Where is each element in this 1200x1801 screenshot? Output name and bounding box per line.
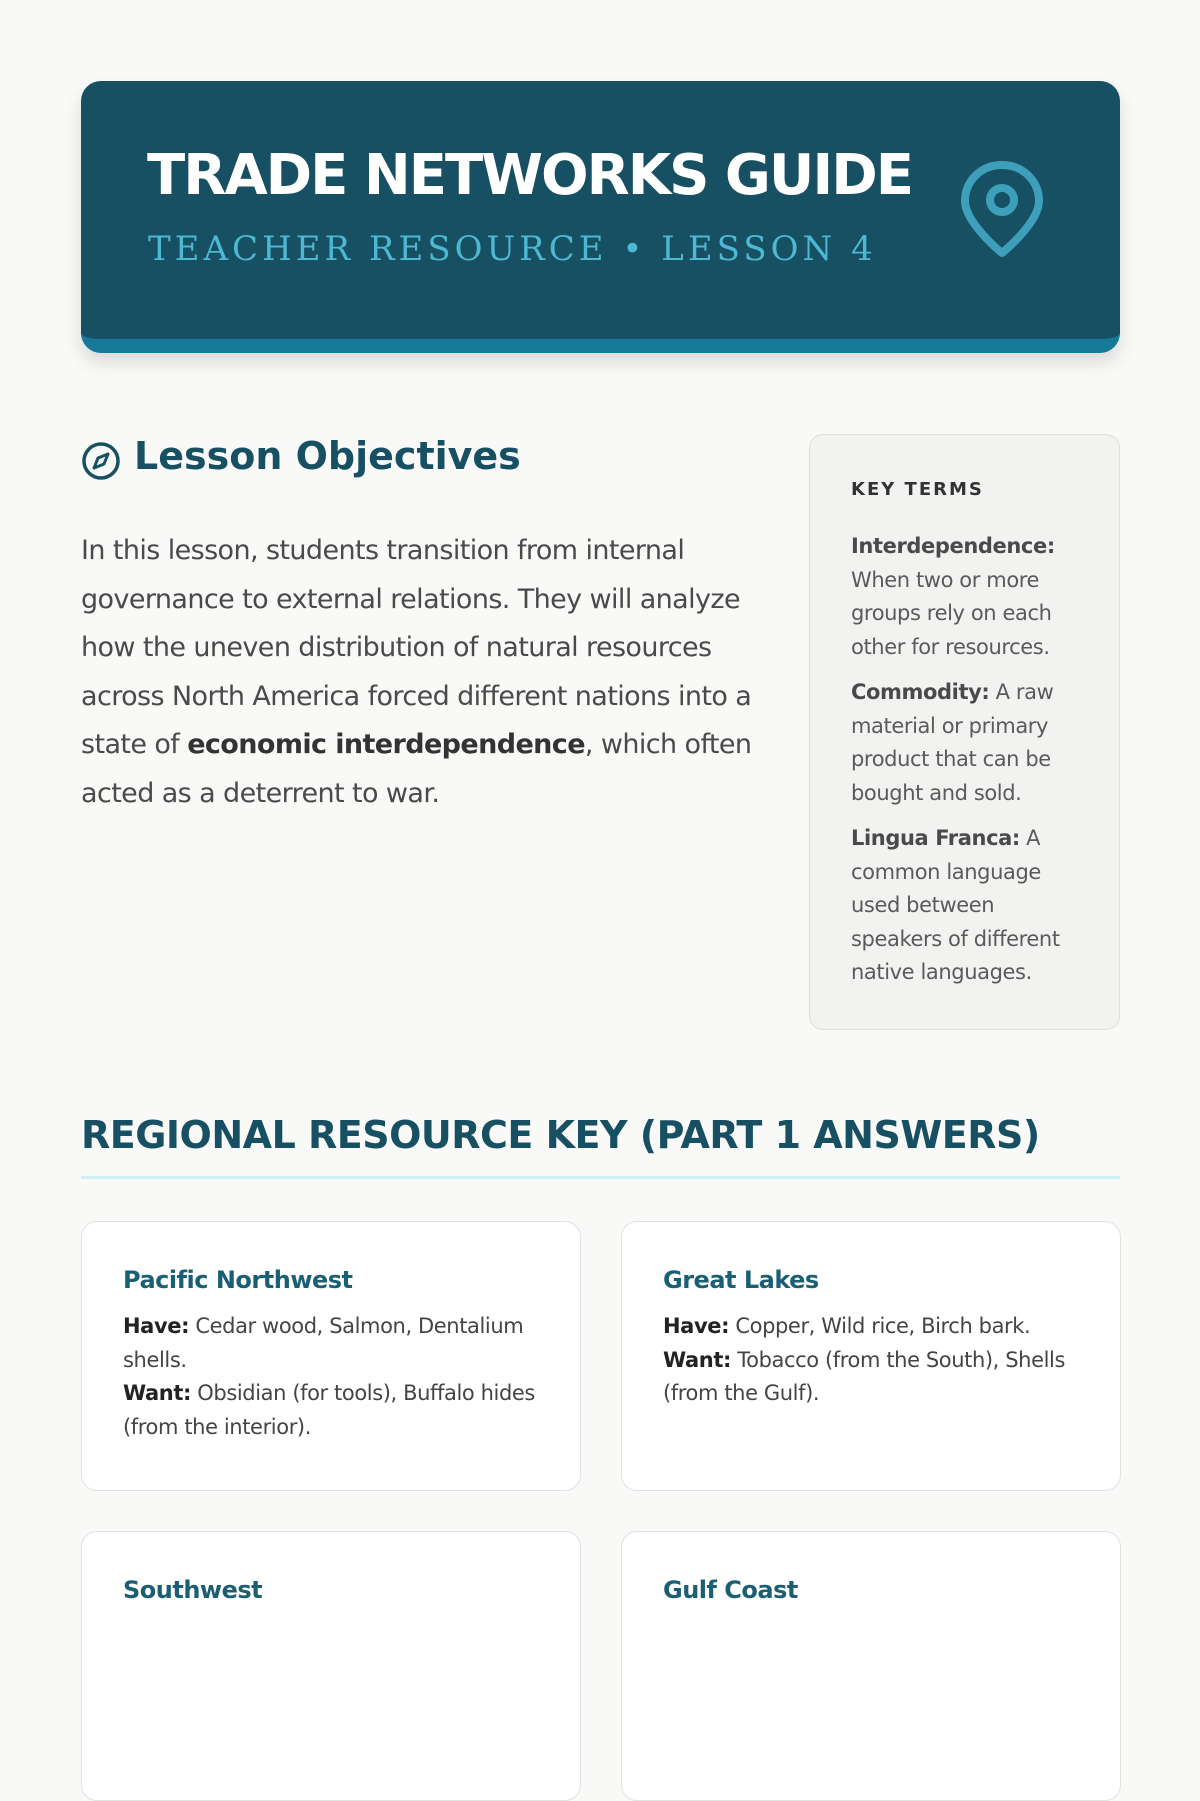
region-details [123,1310,540,1444]
key-terms-heading: KEY TERMS [851,479,984,500]
compass-icon [81,441,121,481]
map-pin-icon [959,159,1045,259]
key-terms-panel [809,434,1120,1030]
key-term-item [851,676,1089,810]
have-value: Copper, Wild rice, Birch bark. [729,1314,1031,1338]
objectives-paragraph [81,527,771,818]
want-value: Obsidian (for tools), Buffalo hides (from the interior). [123,1381,535,1439]
key-term-item [851,822,1089,990]
have-label: Have: [123,1314,190,1338]
objectives-text-before: In this lesson, students transition from internal governance to external relations. They will analyze how the uneven distribution of natural resources across North America forced different nations into a state of [81,535,752,760]
region-title: Great Lakes [663,1266,819,1294]
key-term-name: Interdependence: [851,534,1055,558]
region-title: Southwest [123,1576,263,1604]
section-divider [81,1176,1120,1179]
header-banner [81,81,1120,353]
want-value: Tobacco (from the South), Shells (from the Gulf). [663,1347,1066,1405]
region-card-great-lakes [621,1221,1121,1491]
region-card-pacific-northwest [81,1221,581,1491]
objectives-heading: Lesson Objectives [134,434,521,478]
key-term-item [851,530,1089,664]
resource-key-heading: REGIONAL RESOURCE KEY (PART 1 ANSWERS) [81,1113,1040,1157]
key-term-name: Commodity: [851,680,990,704]
want-label: Want: [663,1347,731,1372]
key-term-name: Lingua Franca: [851,826,1020,850]
region-card-gulf-coast [621,1531,1121,1801]
key-term-definition: When two or more groups rely on each other for resources. [851,567,1052,659]
page-title: TRADE NETWORKS GUIDE [147,143,912,208]
want-label: Want: [123,1381,191,1405]
objectives-text-bold: economic interdependence [187,729,585,760]
page-subtitle: TEACHER RESOURCE • LESSON 4 [148,229,877,269]
have-value: Cedar wood, Salmon, Dentalium shells. [123,1314,524,1372]
key-term-definition: A common language used between speakers of different native languages. [851,826,1060,984]
region-title: Gulf Coast [663,1576,798,1604]
have-label: Have: [663,1314,730,1338]
region-title: Pacific Northwest [123,1266,353,1294]
region-card-southwest [81,1531,581,1801]
key-term-definition: A raw material or primary product that can be bought and sold. [851,680,1054,805]
region-details [663,1310,1080,1411]
objectives-text-after: , which often acted as a deterrent to war. [81,729,752,809]
